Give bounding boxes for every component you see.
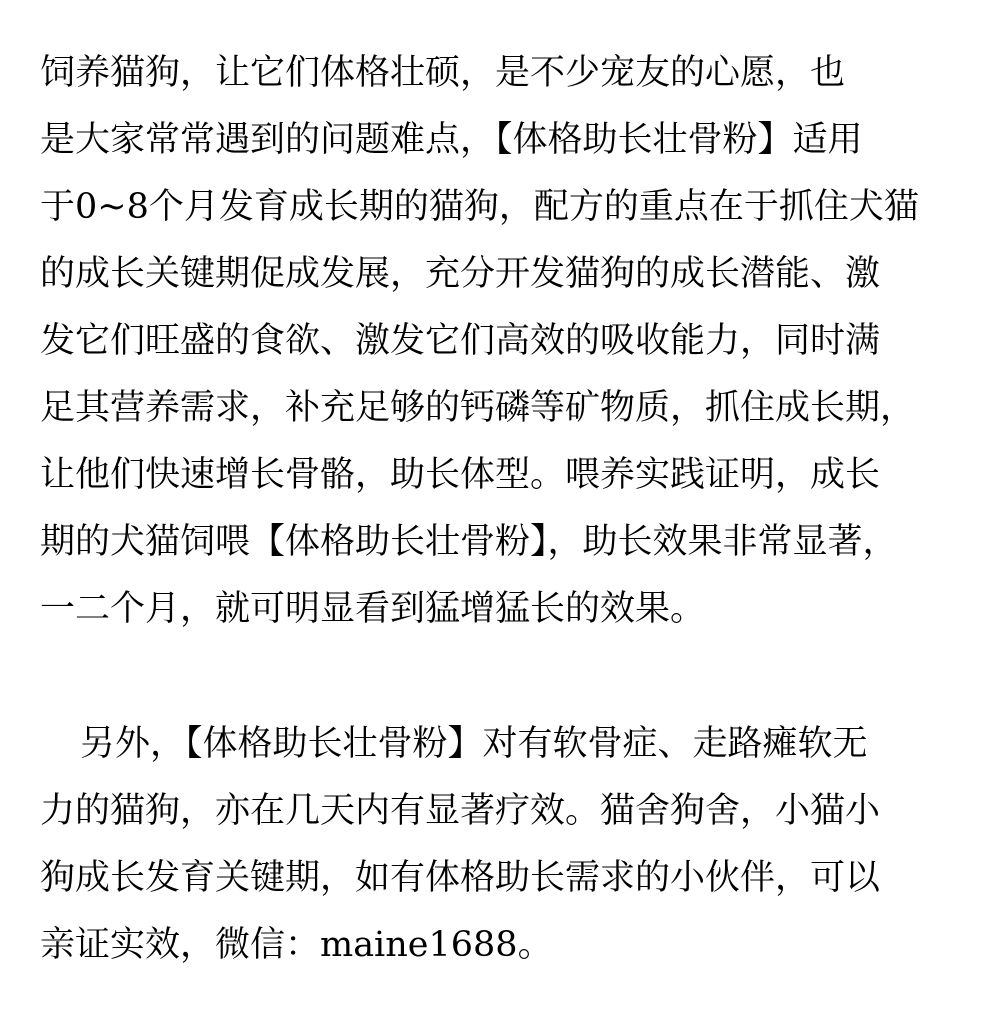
paragraph-1-line-5: 发它们旺盛的食欲、激发它们高效的吸收能力，同时满 bbox=[40, 321, 881, 361]
paragraph-2-line-1: 另外，【体格助长壮骨粉】对有软骨症、走路瘫软无 bbox=[80, 724, 868, 764]
paragraph-2-line-3: 狗成长发育关键期，如有体格助长需求的小伙伴，可以 bbox=[40, 858, 881, 898]
paragraph-1-line-4: 的成长关键期促成发展，充分开发猫狗的成长潜能、激 bbox=[40, 254, 881, 294]
paragraph-1-line-6: 足其营养需求，补充足够的钙磷等矿物质，抓住成长期， bbox=[40, 388, 916, 428]
paragraph-1-line-9: 一二个月，就可明显看到猛增猛长的效果。 bbox=[40, 589, 706, 629]
paragraph-1-line-1: 饲养猫狗，让它们体格壮硕，是不少宠友的心愿，也 bbox=[40, 53, 846, 93]
paragraph-1-line-8: 期的犬猫饲喂【体格助长壮骨粉】，助长效果非常显著， bbox=[40, 522, 898, 562]
paragraph-2-line-4: 亲证实效，微信：maine1688。 bbox=[40, 925, 553, 965]
paragraph-1-line-3: 于0~8个月发育成长期的猫狗，配方的重点在于抓住犬猫 bbox=[40, 187, 919, 227]
paragraph-1-line-7: 让他们快速增长骨骼，助长体型。喂养实践证明，成长 bbox=[40, 455, 881, 495]
paragraph-2-line-2: 力的猫狗，亦在几天内有显著疗效。猫舍狗舍，小猫小 bbox=[40, 791, 881, 831]
paragraph-1-line-2: 是大家常常遇到的问题难点，【体格助长壮骨粉】适用 bbox=[40, 120, 863, 160]
